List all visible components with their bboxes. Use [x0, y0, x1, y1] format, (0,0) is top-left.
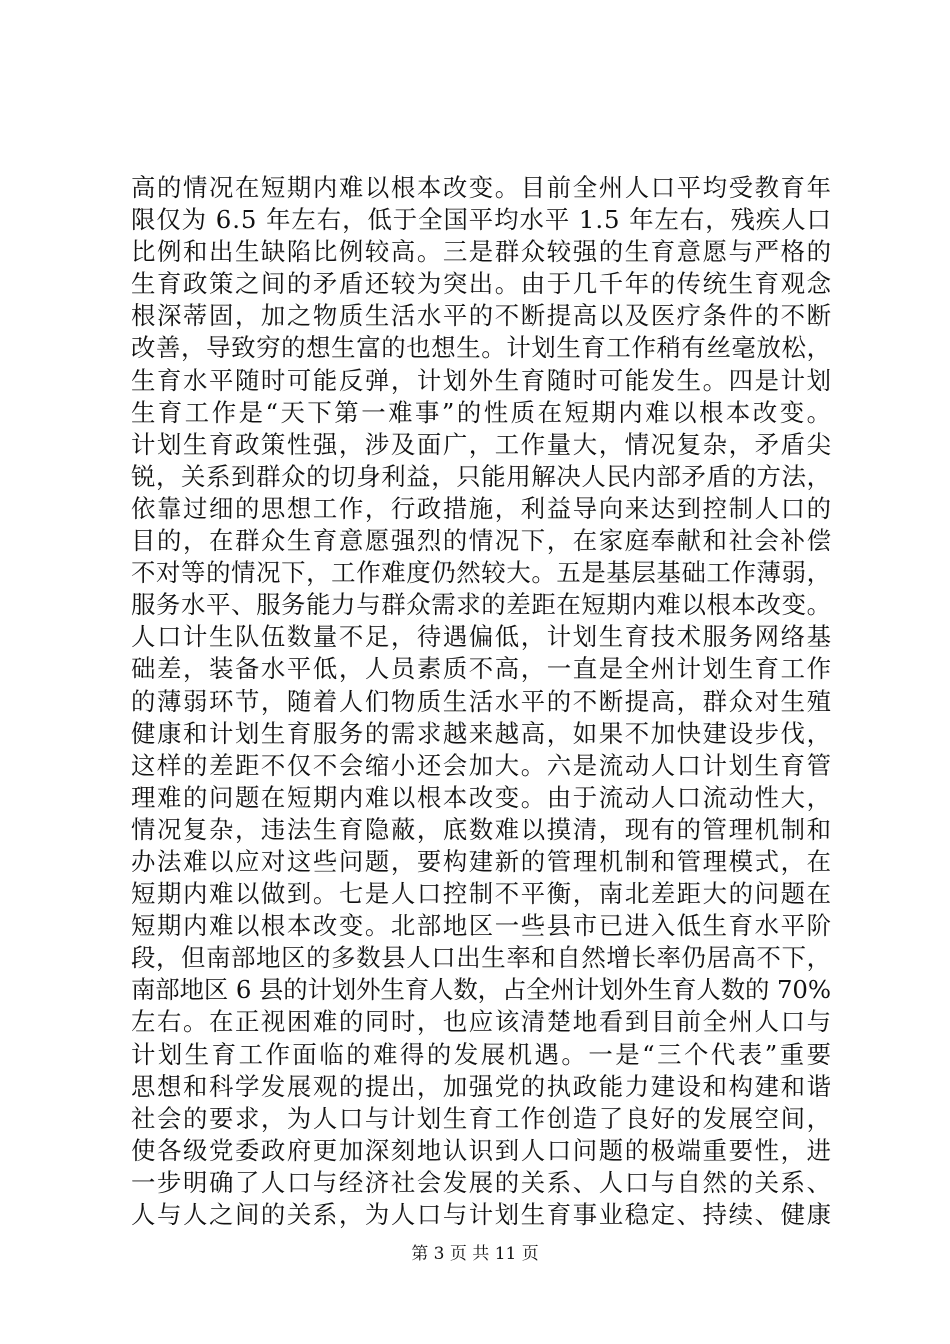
- text-line: 思想和科学发展观的提出，加强党的执政能力建设和构建和谐: [131, 1071, 833, 1101]
- page-footer: 第 3 页 共 11 页: [411, 1244, 539, 1264]
- text-line: 根深蒂固，加之物质生活水平的不断提高以及医疗条件的不断: [131, 301, 833, 331]
- text-line: 左右。在正视困难的同时，也应该清楚地看到目前全州人口与: [131, 1007, 833, 1037]
- text-line: 健康和计划生育服务的需求越来越高，如果不加快建设步伐，: [131, 718, 833, 748]
- text-line: 段，但南部地区的多数县人口出生率和自然增长率仍居高不下，: [131, 943, 832, 973]
- text-line: 人与人之间的关系，为人口与计划生育事业稳定、持续、健康: [131, 1200, 833, 1229]
- text-line: 情况复杂，违法生育隐蔽，底数难以摸清，现有的管理机制和: [131, 814, 833, 844]
- text-line: 生育工作是“天下第一难事”的性质在短期内难以根本改变。: [131, 397, 834, 427]
- text-line: 的薄弱环节，随着人们物质生活水平的不断提高，群众对生殖: [131, 686, 833, 716]
- text-line: 高的情况在短期内难以根本改变。目前全州人口平均受教育年: [131, 173, 833, 202]
- text-line: 生育政策之间的矛盾还较为突出。由于几千年的传统生育观念: [131, 269, 833, 299]
- text-line: 限仅为 6.5 年左右，低于全国平均水平 1.5 年左右，残疾人口: [131, 205, 832, 235]
- text-line: 使各级党委政府更加深刻地认识到人口问题的极端重要性，进: [131, 1135, 833, 1165]
- text-line: 依靠过细的思想工作，行政措施，利益导向来达到控制人口的: [131, 493, 833, 523]
- text-line: 改善，导致穷的想生富的也想生。计划生育工作稍有丝毫放松，: [131, 333, 832, 363]
- text-line: 不对等的情况下，工作难度仍然较大。五是基层基础工作薄弱，: [131, 558, 832, 588]
- text-line: 人口计生队伍数量不足，待遇偏低，计划生育技术服务网络基: [131, 622, 833, 652]
- text-line: 锐，关系到群众的切身利益，只能用解决人民内部矛盾的方法，: [131, 461, 832, 491]
- text-line: 一步明确了人口与经济社会发展的关系、人口与自然的关系、: [131, 1167, 833, 1197]
- text-line: 这样的差距不仅不会缩小还会加大。六是流动人口计划生育管: [131, 750, 833, 780]
- text-line: 南部地区 6 县的计划外生育人数，占全州计划外生育人数的 70%: [131, 975, 831, 1005]
- text-line: 短期内难以做到。七是人口控制不平衡，南北差距大的问题在: [131, 879, 833, 909]
- text-line: 计划生育政策性强，涉及面广，工作量大，情况复杂，矛盾尖: [131, 429, 833, 459]
- text-line: 比例和出生缺陷比例较高。三是群众较强的生育意愿与严格的: [131, 237, 833, 267]
- body-text: [131, 172, 834, 1231]
- text-line: 生育水平随时可能反弹，计划外生育随时可能发生。四是计划: [131, 365, 833, 395]
- text-line: 社会的要求，为人口与计划生育工作创造了良好的发展空间，: [131, 1103, 833, 1133]
- text-line: 理难的问题在短期内难以根本改变。由于流动人口流动性大，: [131, 782, 833, 812]
- text-line: 服务水平、服务能力与群众需求的差距在短期内难以根本改变。: [131, 590, 832, 620]
- text-line: 计划生育工作面临的难得的发展机遇。一是“三个代表”重要: [131, 1039, 834, 1069]
- text-line: 短期内难以根本改变。北部地区一些县市已进入低生育水平阶: [131, 911, 833, 941]
- text-line: 础差，装备水平低，人员素质不高，一直是全州计划生育工作: [131, 654, 833, 684]
- text-line: 目的，在群众生育意愿强烈的情况下，在家庭奉献和社会补偿: [131, 526, 833, 556]
- text-line: 办法难以应对这些问题，要构建新的管理机制和管理模式，在: [131, 846, 833, 876]
